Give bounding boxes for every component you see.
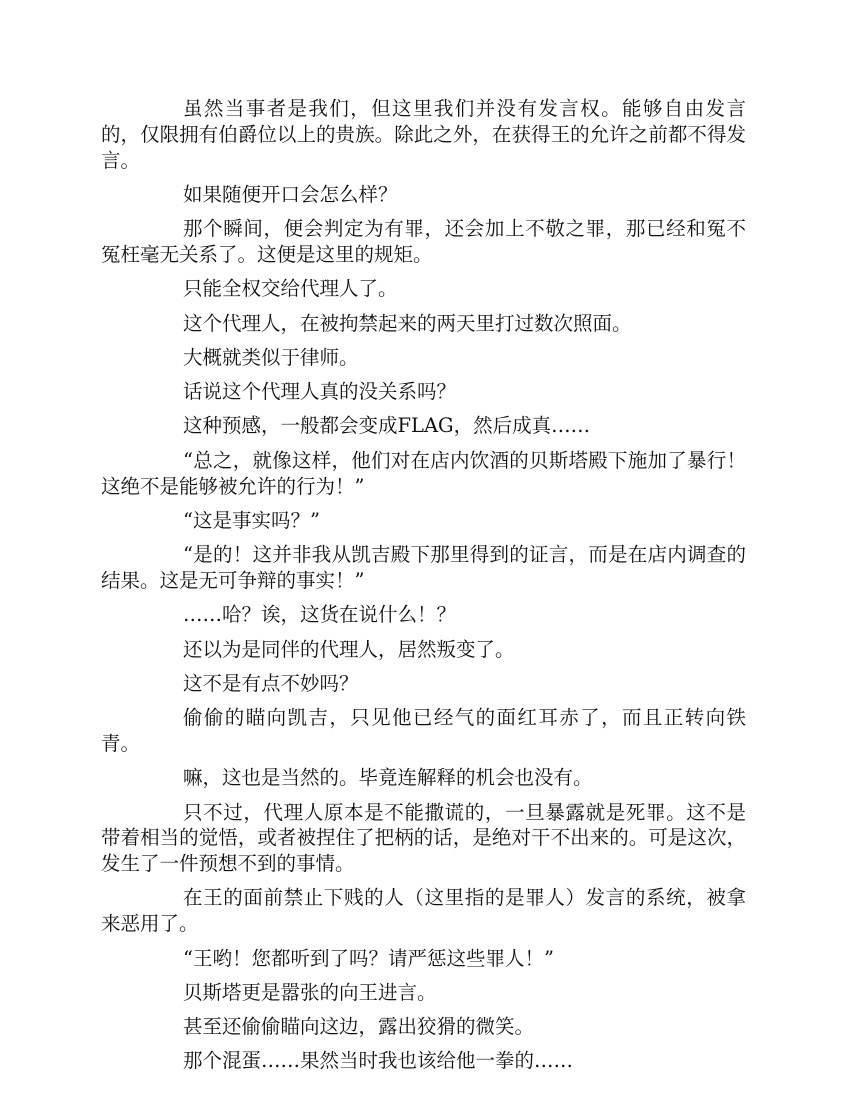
paragraph: 那个混蛋……果然当时我也该给他一拳的…… [183, 1049, 574, 1073]
document-page [101, 96, 746, 1083]
paragraph: 那个瞬间，便会判定为有罪，还会加上不敬之罪，那已经和冤不冤枉毫无关系了。这便是这里的规矩。 [101, 217, 746, 266]
paragraph: 这不是有点不妙吗？ [183, 671, 359, 695]
paragraph: 话说这个代理人真的没关系吗？ [183, 380, 457, 404]
paragraph: 虽然当事者是我们，但这里我们并没有发言权。能够自由发言的，仅限拥有伯爵位以上的贵族。除此之外，在获得王的允许之前都不得发言。 [101, 97, 746, 172]
paragraph: 嘛，这也是当然的。毕竟连解释的机会也没有。 [183, 766, 593, 790]
paragraph: 大概就类似于律师。 [183, 345, 359, 369]
paragraph: “这是事实吗？” [183, 508, 320, 532]
paragraph: 还以为是同伴的代理人，居然叛变了。 [183, 637, 515, 661]
paragraph: 这种预感，一般都会变成FLAG，然后成真…… [183, 414, 591, 438]
paragraph: 这个代理人，在被拘禁起来的两天里打过数次照面。 [183, 311, 632, 335]
paragraph: “是的！这并非我从凯吉殿下那里得到的证言，而是在店内调查的结果。这是无可争辩的事实！” [101, 543, 746, 592]
paragraph: “王哟！您都听到了吗？请严惩这些罪人！” [183, 946, 554, 970]
paragraph: 在王的面前禁止下贱的人（这里指的是罪人）发言的系统，被拿来恶用了。 [101, 886, 746, 936]
paragraph: 如果随便开口会怎么样？ [183, 182, 398, 206]
paragraph: 贝斯塔更是嚣张的向王进言。 [183, 980, 437, 1004]
paragraph: 只能全权交给代理人了。 [183, 277, 398, 301]
paragraph: “总之，就像这样，他们对在店内饮酒的贝斯塔殿下施加了暴行！这绝不是能够被允许的行为！” [101, 448, 746, 498]
paragraph: 甚至还偷偷瞄向这边，露出狡猾的微笑。 [183, 1015, 535, 1039]
paragraph: ……哈？诶，这货在说什么！？ [183, 603, 457, 627]
paragraph: 只不过，代理人原本是不能撒谎的，一旦暴露就是死罪。这不是带着相当的觉悟，或者被捏住了把柄的话，是绝对干不出来的。可是这次，发生了一件预想不到的事情。 [101, 800, 746, 876]
paragraph: 偷偷的瞄向凯吉，只见他已经气的面红耳赤了，而且正转向铁青。 [101, 706, 746, 755]
